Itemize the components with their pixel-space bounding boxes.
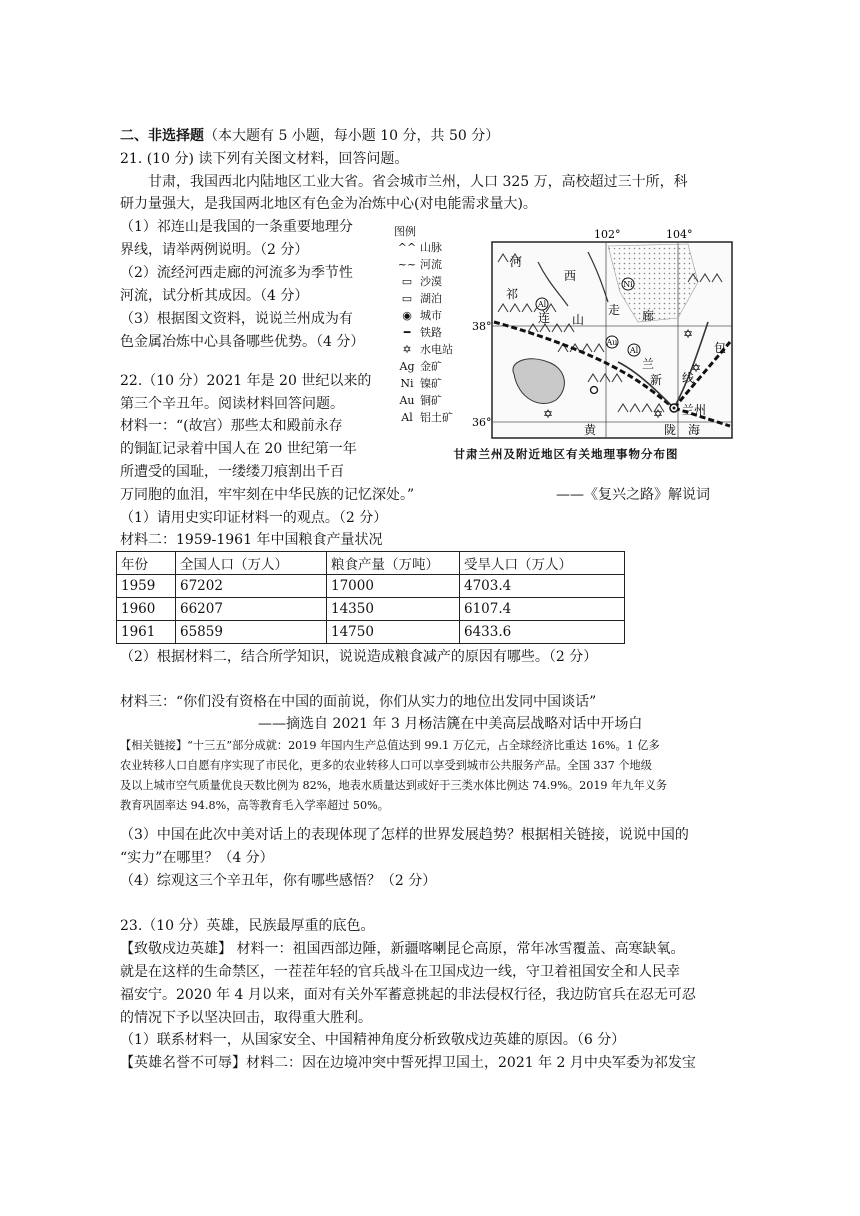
label-lian: 连 xyxy=(538,311,551,325)
q21-question-2a: （2）流经河西走廊的河流多为季节性 xyxy=(120,265,353,281)
table-cell: 1960 xyxy=(117,598,176,621)
q22-link-line-2: 农业转移人口自愿有序实现了市民化，更多的农业转移人口可以享受到城市公共服务产品。全国 337 个地级 xyxy=(120,759,652,772)
railway-icon: ━ xyxy=(403,326,411,339)
label-lon-104: 104° xyxy=(666,228,693,241)
table-header-cell: 受旱人口（万人） xyxy=(460,552,625,575)
table-row xyxy=(117,621,625,644)
q22-header-a: 22.（10 分）2021 年是 20 世纪以来的 xyxy=(120,373,372,389)
gold-mine-icon: Ag xyxy=(399,360,415,373)
legend-item-city: ◉ 城市 xyxy=(394,308,442,323)
city-icon: ◉ xyxy=(402,309,412,322)
svg-text:✡: ✡ xyxy=(690,361,702,375)
mountain-icon: ^^ xyxy=(397,241,417,254)
q22-material-3: 材料三：“你们没有资格在中国的面前说，你们从实力的地位出发同中国谈话” xyxy=(120,694,597,710)
svg-text:Al: Al xyxy=(537,300,547,309)
legend-item-hydropower: ✡ 水电站 xyxy=(394,342,453,357)
table-cell: 1959 xyxy=(117,575,176,598)
q21-question-1a: （1）祁连山是我国的一条重要地理分 xyxy=(120,219,353,235)
label-lang: 廊 xyxy=(642,309,655,323)
q21-intro-line-2: 研力量强大，是我国两北地区有色金为冶炼中心(对电能需求量大)。 xyxy=(120,196,537,212)
legend-item-desert: ▭ 沙漠 xyxy=(394,274,442,289)
label-zou: 走 xyxy=(608,303,621,317)
table-row xyxy=(117,575,625,598)
label-he: 河 xyxy=(510,255,523,269)
q23-material-2: 【英雄名誉不可辱】材料二：因在边境冲突中誓死捍卫国土，2021 年 2 月中央军委为祁发宝 xyxy=(120,1055,696,1071)
svg-text:Ni: Ni xyxy=(623,280,633,289)
map-drawing xyxy=(388,222,744,468)
label-lat-38: 38° xyxy=(472,320,492,333)
legend-item-gold: Ag 金矿 xyxy=(394,359,442,374)
table-cell: 1961 xyxy=(117,621,176,644)
q23-material-1b: 就是在这样的生命禁区，一茬茬年轻的官兵战斗在卫国戍边一线，守卫着祖国安全和人民幸 xyxy=(120,964,680,980)
legend-title: 图例 xyxy=(394,225,416,238)
grain-production-table xyxy=(116,551,625,644)
section-title: 二、非选择题 xyxy=(120,128,204,144)
q21-question-1b: 界线，请举两例说明。（2 分） xyxy=(120,242,309,258)
table-header-row xyxy=(117,552,625,575)
q21-intro-line-1: 甘肃，我国西北内陆地区工业大省。省会城市兰州，人口 325 万，高校超过三十所，科 xyxy=(148,174,688,190)
q22-question-1: （1）请用史实印证材料一的观点。（2 分） xyxy=(120,510,388,526)
q22-question-3b: “实力”在哪里？（4 分） xyxy=(120,850,274,866)
svg-text:Au: Au xyxy=(606,338,618,347)
legend-item-copper: Au 铜矿 xyxy=(394,393,442,408)
table-cell: 65859 xyxy=(176,621,327,644)
q22-material-1b: 的铜缸记录着中国人在 20 世纪第一年 xyxy=(120,441,357,457)
svg-text:Al: Al xyxy=(629,346,639,355)
lake-icon: ▭ xyxy=(401,292,413,305)
q22-material-1-source: ——《复兴之路》解说词 xyxy=(556,487,710,503)
legend-item-railway: ━ 铁路 xyxy=(394,325,442,340)
nickel-mine-icon: Ni xyxy=(400,377,414,390)
svg-text:✡: ✡ xyxy=(542,407,554,421)
copper-mine-icon: Au xyxy=(399,394,415,407)
table-row xyxy=(117,598,625,621)
section-note: （本大题有 5 小题，每小题 10 分，共 50 分） xyxy=(204,128,500,144)
label-qi: 祁 xyxy=(506,287,519,301)
q22-material-1a: 材料一：“(故宫）那些太和殿前永存 xyxy=(120,418,343,434)
q22-question-2: （2）根据材料二，结合所学知识，说说造成粮食减产的原因有哪些。（2 分） xyxy=(120,649,598,665)
q21-question-3b: 色金属冶炼中心具备哪些优势。（4 分） xyxy=(120,334,365,350)
table-cell: 66207 xyxy=(176,598,327,621)
q22-question-3a: （3）中国在此次中美对话上的表现体现了怎样的世界发展趋势？根据相关链接，说说中国的 xyxy=(120,827,689,843)
q21-question-3a: （3）根据图文资料，说说兰州成为有 xyxy=(120,311,353,327)
geography-map-figure xyxy=(388,222,744,468)
q22-material-3-source: ——摘选自 2021 年 3 月杨洁篪在中美高层战略对话中开场白 xyxy=(258,716,643,732)
q23-header: 23.（10 分）英雄，民族最厚重的底色。 xyxy=(120,918,375,934)
label-bao: 包 xyxy=(714,341,727,355)
table-cell: 17000 xyxy=(327,575,460,598)
q22-link-line-4: 教育巩固率达 94.8%，高等教育毛入学率超过 50%。 xyxy=(120,799,389,812)
label-lon-102: 102° xyxy=(594,228,621,241)
legend-item-mountain: ^^ 山脉 xyxy=(394,240,442,255)
q22-link-line-3: 及以上城市空气质量优良天数比例为 82%，地表水质量达到或好于三类水体比例达 74.9%。2019 年九年义务 xyxy=(120,779,668,792)
q22-material-1d: 万同胞的血泪，牢牢刻在中华民族的记忆深处。” xyxy=(120,487,415,503)
legend-item-bauxite: Al 铝土矿 xyxy=(394,410,453,425)
label-lanzhou: 兰州 xyxy=(682,403,707,417)
hydropower-icon: ✡ xyxy=(402,343,412,356)
table-cell: 14350 xyxy=(327,598,460,621)
table-cell: 14750 xyxy=(327,621,460,644)
label-xin: 新 xyxy=(650,373,663,387)
label-hai: 海 xyxy=(688,423,701,437)
legend-item-lake: ▭ 湖泊 xyxy=(394,291,442,306)
table-cell: 6107.4 xyxy=(460,598,625,621)
q22-question-4: （4）综观这三个辛丑年，你有哪些感悟？（2 分） xyxy=(120,873,437,889)
table-cell: 67202 xyxy=(176,575,327,598)
q21-header: 21. (10 分) 读下列有关图文材料，回答问题。 xyxy=(120,151,409,167)
legend-item-nickel: Ni 镍矿 xyxy=(394,376,442,391)
bauxite-mine-icon: Al xyxy=(401,411,413,424)
table-cell: 4703.4 xyxy=(460,575,625,598)
q22-material-1c: 所遭受的国耻，一缕缕刀痕割出千百 xyxy=(120,464,344,480)
q23-material-1a: 【致敬戍边英雄】 材料一：祖国西部边陲，新疆喀喇昆仑高原，常年冰雪覆盖、高寒缺氧。 xyxy=(120,941,685,957)
table-header-cell: 全国人口（万人） xyxy=(176,552,327,575)
map-caption: 甘肃兰州及附近地区有关地理事物分布图 xyxy=(453,447,679,461)
q23-material-1c: 福安宁。2020 年 4 月以来，面对有关外军蓄意挑起的非法侵权行径，我边防官兵在忍无可忍 xyxy=(120,987,696,1003)
section-heading xyxy=(120,126,499,146)
legend-item-river: ~~ 河流 xyxy=(394,257,442,272)
table-header-cell: 粮食产量（万吨） xyxy=(327,552,460,575)
city-xining xyxy=(591,387,598,394)
q22-header-b: 第三个辛丑年。阅读材料回答问题。 xyxy=(120,396,344,412)
table-header-cell: 年份 xyxy=(117,552,176,575)
label-shan: 山 xyxy=(572,313,585,327)
label-lat-36: 36° xyxy=(472,416,492,429)
label-long: 陇 xyxy=(664,423,677,437)
label-lan: 兰 xyxy=(642,357,655,371)
table-cell: 6433.6 xyxy=(460,621,625,644)
q23-material-1d: 的情况下予以坚决回击，取得重大胜利。 xyxy=(120,1010,372,1026)
q22-link-line-1: 【相关链接】“十三五”部分成就：2019 年国内生产总值达到 99.1 万亿元，占全球经济比重达 16%。1 亿多 xyxy=(120,739,660,752)
label-huang: 黄 xyxy=(584,423,597,437)
q22-material-2-title: 材料二：1959-1961 年中国粮食产量状况 xyxy=(120,532,383,548)
svg-text:✡: ✡ xyxy=(682,327,694,341)
svg-text:✡: ✡ xyxy=(652,407,664,421)
q23-question-1: （1）联系材料一，从国家安全、中国精神角度分析致敬戍边英雄的原因。（6 分） xyxy=(120,1032,626,1048)
desert-icon: ▭ xyxy=(401,275,413,288)
label-xi: 西 xyxy=(564,269,577,283)
label-xian: 线 xyxy=(682,371,695,385)
q21-question-2b: 河流，试分析其成因。（4 分） xyxy=(120,288,309,304)
river-icon: ~~ xyxy=(397,258,417,271)
